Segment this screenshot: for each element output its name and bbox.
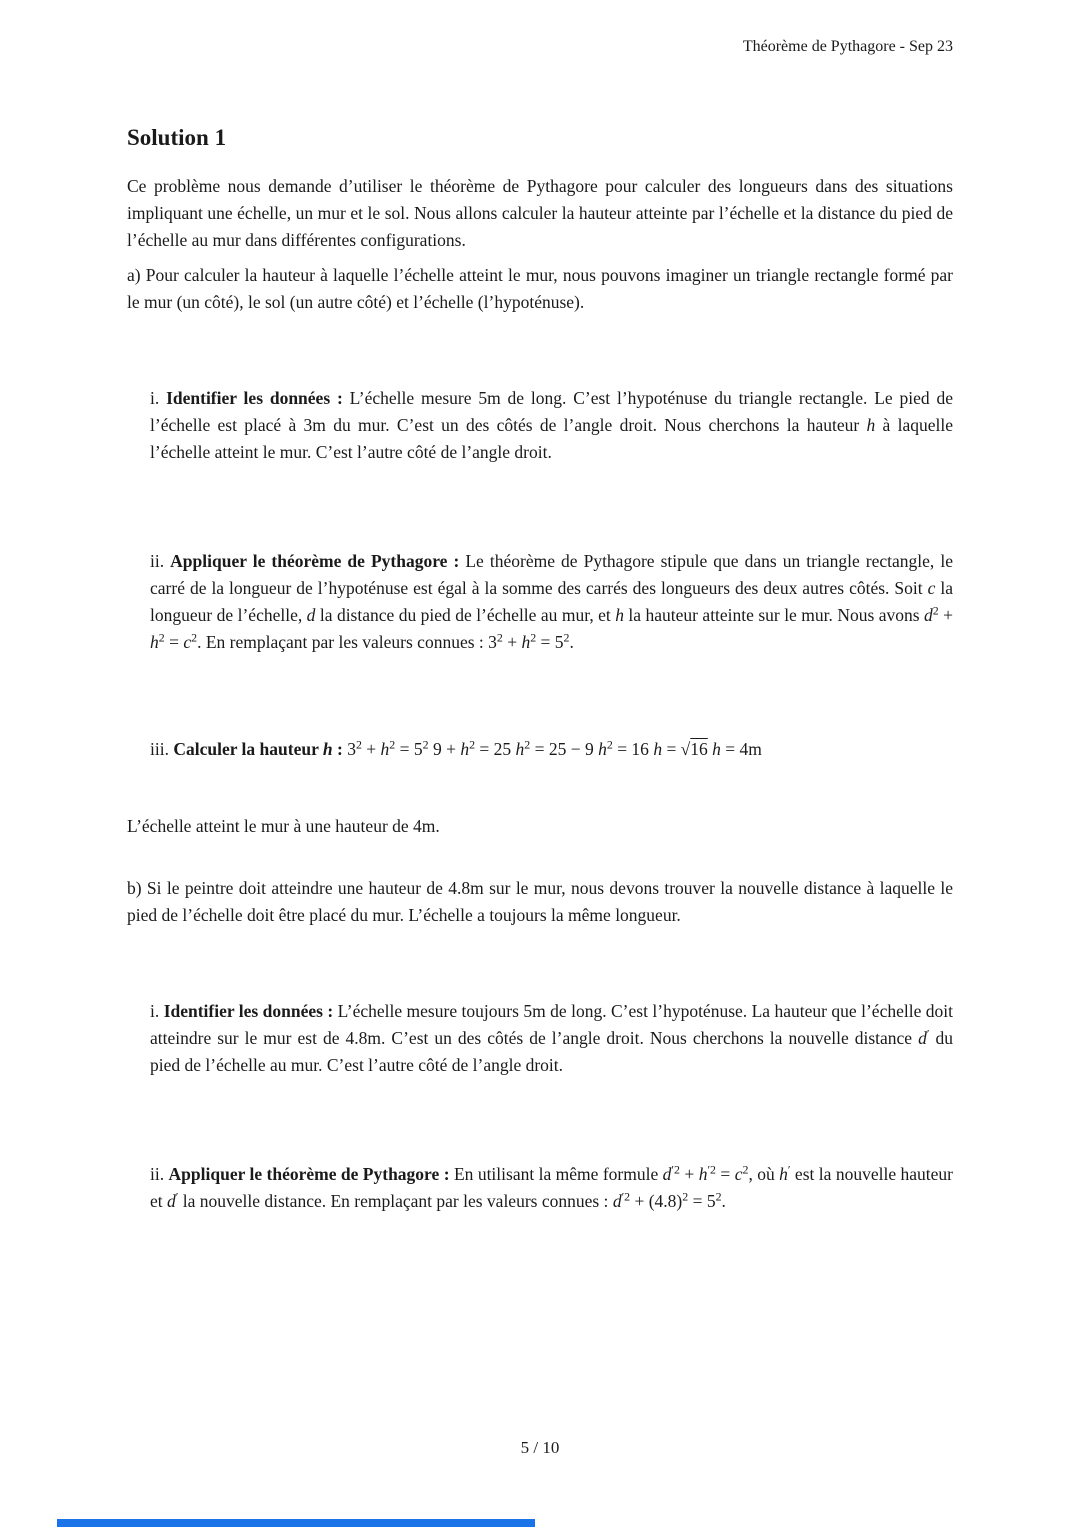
- list-item: [127, 548, 953, 656]
- text-segment: h: [712, 739, 721, 759]
- text-segment: 2: [389, 737, 396, 752]
- list-item: [127, 1161, 953, 1215]
- text-segment: i.: [150, 388, 167, 408]
- text-segment: ′2: [621, 1189, 631, 1204]
- text-segment: +: [361, 739, 381, 759]
- text-segment: = 5: [688, 1191, 716, 1211]
- text-segment: c: [183, 632, 192, 652]
- text-segment: 2: [563, 630, 570, 645]
- text-segment: 2: [932, 603, 939, 618]
- text-segment: = 5: [536, 632, 564, 652]
- text-segment: iii.: [150, 739, 174, 759]
- text-segment: a) Pour calculer la hauteur à laquelle l’échelle atteint le mur, nous pouvons imaginer un triangle rectangle formé par le mur (un côté), le sol (un autre côté) et l’échelle (l’hypoténuse).: [127, 265, 953, 312]
- text-segment: 2: [682, 1189, 689, 1204]
- text-segment: du pied de l’échelle au mur. C’est l’autre côté de l’angle droit.: [150, 1028, 953, 1075]
- text-segment: h: [380, 739, 390, 759]
- paragraph: [127, 813, 953, 840]
- text-segment: h: [615, 605, 624, 625]
- text-segment: Calculer la hauteur: [173, 739, 323, 759]
- text-segment: +: [679, 1164, 699, 1184]
- page-header: Théorème de Pythagore - Sep 23: [742, 38, 953, 55]
- text-segment: .: [569, 632, 574, 652]
- text-segment: ii.: [150, 1164, 169, 1184]
- text-segment: L’échelle mesure toujours 5m de long. C’est l’hypoténuse. La hauteur que l’échelle doit atteindre sur le mur est de 4.8m. C’est un des côtés de l’angle droit. Nous cherchons la nouvelle distance: [150, 1001, 954, 1048]
- text-segment: +: [938, 605, 954, 625]
- text-segment: 2: [469, 737, 476, 752]
- text-segment: h: [322, 739, 333, 759]
- text-segment: 2: [606, 737, 613, 752]
- text-segment: d: [612, 1191, 622, 1211]
- text-segment: = 16: [612, 739, 654, 759]
- text-segment: 2: [715, 1189, 722, 1204]
- text-segment: , où: [748, 1164, 780, 1184]
- text-segment: 2: [191, 630, 198, 645]
- text-segment: =: [164, 632, 184, 652]
- text-segment: h: [521, 632, 531, 652]
- text-segment: c: [927, 578, 936, 598]
- text-segment: d: [167, 1191, 176, 1211]
- text-segment: . En remplaçant par les valeurs connues : 3: [197, 632, 497, 652]
- text-segment: L’échelle mesure 5m de long. C’est l’hypoténuse du triangle rectangle. Le pied de l’échelle est placé à 3m du mur. C’est un des côtés de l’angle droit. Nous cherchons la hauteur: [150, 388, 953, 435]
- text-segment: 2: [496, 630, 503, 645]
- text-segment: 3: [347, 739, 356, 759]
- document-body: [127, 173, 953, 1215]
- text-segment: ′2: [671, 1162, 680, 1177]
- text-segment: i.: [150, 1001, 164, 1021]
- paragraph: [127, 875, 953, 929]
- text-segment: 2: [742, 1162, 749, 1177]
- text-segment: h: [460, 739, 470, 759]
- text-segment: Le théorème de Pythagore stipule que dans un triangle rectangle, le carré de la longueur de l’hypoténuse est égal à la somme des carrés des longueurs des deux autres côtés. Soit: [150, 551, 953, 598]
- text-segment: h: [779, 1164, 788, 1184]
- text-segment: ii.: [150, 551, 171, 571]
- text-segment: Appliquer le théorème de Pythagore :: [170, 551, 466, 571]
- text-segment: ′: [175, 1189, 179, 1204]
- text-segment: = 25 − 9: [530, 739, 599, 759]
- text-segment: ′2: [707, 1162, 716, 1177]
- text-segment: + (4.8): [630, 1191, 683, 1211]
- text-segment: Identifier les données :: [163, 1001, 338, 1021]
- text-segment: h: [150, 632, 159, 652]
- text-segment: à laquelle l’échelle atteint le mur. C’est l’autre côté de l’angle droit.: [150, 415, 954, 462]
- text-segment: En utilisant la même formule: [453, 1164, 663, 1184]
- text-segment: b) Si le peintre doit atteindre une hauteur de 4.8m sur le mur, nous devons trouver la nouvelle distance à laquelle le pied de l’échelle doit être placé du mur. L’échelle a toujours la même longueur.: [127, 878, 953, 925]
- bottom-accent-bar: [57, 1519, 535, 1527]
- text-segment: 2: [158, 630, 165, 645]
- text-segment: 2: [530, 630, 537, 645]
- list-item: [127, 385, 953, 466]
- page-title: Solution 1: [127, 125, 227, 150]
- text-segment: = 4m: [720, 739, 762, 759]
- list-item: [127, 998, 953, 1079]
- paragraph: [127, 173, 953, 254]
- text-segment: d: [662, 1164, 672, 1184]
- text-segment: 2: [422, 737, 429, 752]
- text-segment: d: [923, 605, 933, 625]
- text-segment: 2: [524, 737, 531, 752]
- text-segment: d: [306, 605, 316, 625]
- text-segment: h: [598, 739, 607, 759]
- text-segment: 9 +: [428, 739, 461, 759]
- text-segment: h: [698, 1164, 708, 1184]
- text-segment: h: [515, 739, 525, 759]
- text-segment: la longueur de l’échelle,: [150, 578, 953, 625]
- text-segment: L’échelle atteint le mur à une hauteur de 4m.: [127, 816, 440, 836]
- text-segment: =: [715, 1164, 735, 1184]
- text-segment: = 25: [475, 739, 516, 759]
- text-segment: Ce problème nous demande d’utiliser le théorème de Pythagore pour calculer des longueurs dans des situations impliquant une échelle, un mur et le sol. Nous allons calculer la hauteur atteinte par l’échelle et la distance du pied de l’échelle au mur dans différentes configurations.: [127, 176, 953, 250]
- text-segment: +: [502, 632, 522, 652]
- text-segment: Identifier les données :: [166, 388, 350, 408]
- text-segment: est la nouvelle hauteur et: [150, 1164, 953, 1211]
- text-segment: 16: [690, 739, 708, 759]
- page-number: 5 / 10: [520, 1438, 560, 1457]
- text-segment: c: [734, 1164, 743, 1184]
- text-segment: h: [866, 415, 876, 435]
- text-segment: h: [653, 739, 663, 759]
- text-segment: ′: [926, 1026, 930, 1041]
- text-segment: Appliquer le théorème de Pythagore :: [168, 1164, 454, 1184]
- text-segment: :: [332, 739, 348, 759]
- list-item: [127, 736, 953, 763]
- text-segment: = √: [662, 739, 691, 759]
- text-segment: la nouvelle distance. En remplaçant par les valeurs connues :: [178, 1191, 613, 1211]
- text-segment: 2: [355, 737, 362, 752]
- text-segment: = 5: [395, 739, 423, 759]
- paragraph: [127, 262, 953, 316]
- text-segment: .: [721, 1191, 726, 1211]
- text-segment: la hauteur atteinte sur le mur. Nous avons: [623, 605, 924, 625]
- text-segment: ′: [787, 1162, 791, 1177]
- text-segment: la distance du pied de l’échelle au mur, et: [315, 605, 616, 625]
- text-segment: d: [918, 1028, 927, 1048]
